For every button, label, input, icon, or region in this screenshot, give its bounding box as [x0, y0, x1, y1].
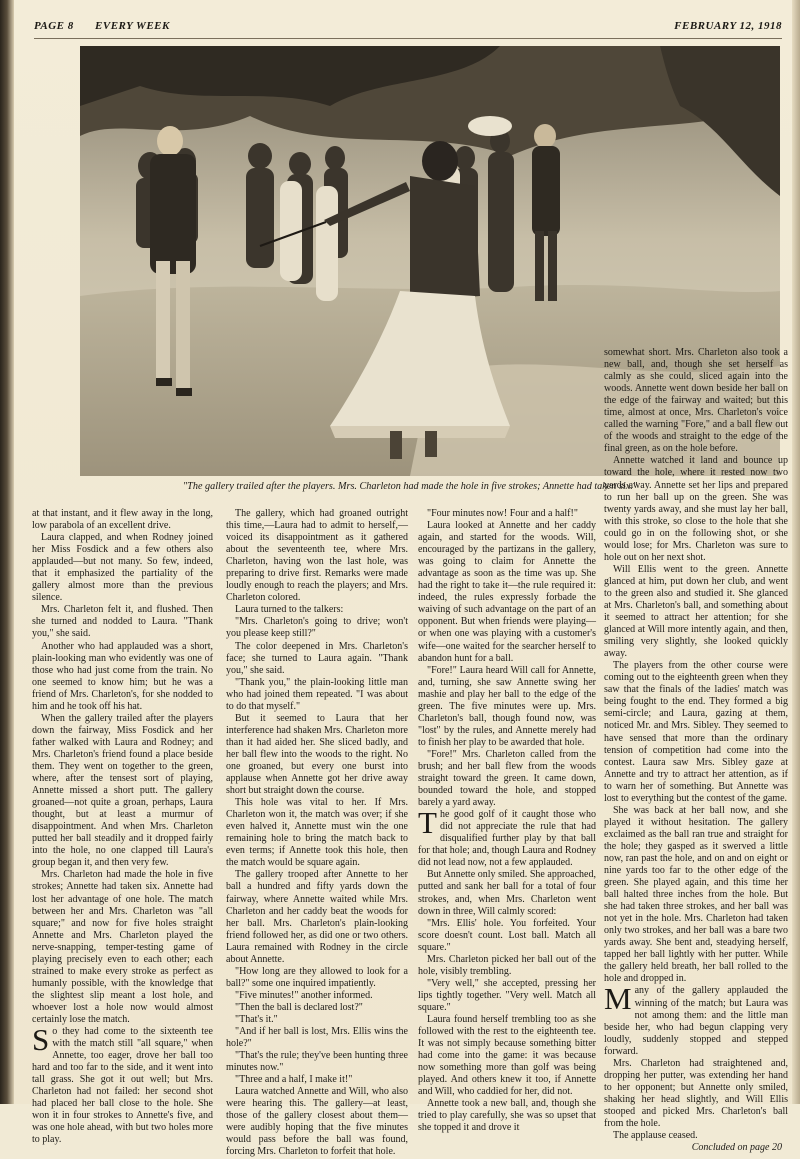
paragraph: The players from the other course were coming out to the eighteenth green when they saw that the finals of the ladies' match was being fought to the end. They formed a big semi-circle; and Laura, gazing at them, noticed Mr. and Mrs. Sibley. They seemed to have sensed that more than the ordinary tension of competition had come into the contest. Laura saw Mrs. Sibley gaze at Annette and try to attract her attention, as if to warn her of something. But Annette was lost to everything but the contest of the game. — [604, 660, 788, 804]
paragraph: "Thank you," the plain-looking little man who had joined them repeated. "I was about to do that myself." — [226, 676, 408, 712]
drop-cap: T — [418, 805, 437, 841]
continuation-note: Concluded on page 20 — [691, 1142, 782, 1154]
magazine-title: EVERY WEEK — [95, 20, 170, 32]
paragraph: Will Ellis went to the green. Annette glanced at him, put down her club, and went to the green also and studied it. She glanced at Mrs. Charleton's ball, and something about it seemed to attract her attention; for she glanced at Will more intently again, and then, smiling very slightly, she looked quickly away. — [604, 563, 788, 660]
paragraph: The gallery trooped after Annette to her ball a hundred and fifty yards down the fairway, where Annette waited while Mrs. Charleton and her caddy beat the woods for her ball. Mrs. Charleton's plain-looking friend followed her, as did one or two others. Laura remained with Rodney in the circle about Annette. — [226, 869, 408, 965]
paragraph: Mrs. Charleton had straightened and, dropping her putter, was extending her hand to her opponent; but Annette only smiled, shaking her head slightly, and Will Ellis stooped and picked Mrs. Charleton's ball from the hole. — [604, 1057, 788, 1129]
paragraph: "That's it." — [235, 1013, 278, 1025]
paragraph: "Four minutes now! Four and a half!" — [427, 508, 578, 519]
illustration-caption: "The gallery trailed after the players. Mrs. Charleton had made the hole in five strokes; Annette had taken six." — [182, 481, 638, 492]
paragraph: "How long are they allowed to look for a ball?" some one inquired impatiently. — [226, 965, 408, 989]
paragraph-dropcap: So they had come to the sixteenth tee with the match still "all square," when Annette, too eager, drove her ball too hard and too far to the side, and it went into tall grass. She got it out well; but Mrs. Charleton had not failed: her second shot had placed her ball close to the hole. She won it in four strokes to Annette's five, and was one hole ahead, with but two holes more to play. — [32, 1022, 213, 1146]
issue-date: FEBRUARY 12, 1918 — [674, 20, 782, 32]
paragraph: "That's the rule; they've been hunting three minutes now." — [226, 1050, 408, 1074]
binding-shadow — [0, 0, 14, 1104]
paragraph: "Very well," she accepted, pressing her lips tightly together. "Very well. Match all square." — [418, 977, 596, 1013]
text-column-4 — [604, 347, 788, 1154]
text-column-2 — [226, 508, 408, 1158]
paragraph: But Annette only smiled. She approached, putted and sank her ball for a total of four strokes, and, when Mrs. Charleton went down in three, Will calmly scored: — [418, 869, 596, 917]
paragraph: at that instant, and it flew away in the long, low parabola of an excellent drive. — [32, 508, 213, 532]
drop-cap: S — [32, 1022, 50, 1058]
paragraph-dropcap: Many of the gallery applauded the winning of the match; but Laura was not among them: and the little man beside her, who had begun clapping very loudly, suddenly stopped and stepped forward. — [604, 981, 788, 1057]
paragraph: She was back at her ball now, and she played it without hesitation. The gallery exclaimed as the ball ran true and straight for the hole; they gasped as it swerved a little now, ran past the hole, and on and on eight or nine yards too far to the other edge of the green. She played again, and this time her ball halted three inches from the hole. But she had taken three strokes, and her ball was not yet in the hole. Mrs. Charleton had taken only two strokes, and her ball was a bare two yards away. She bent and, steadying herself, tapped her ball lightly with her putter. While the gallery held breath, her ball rolled to the hole and dropped in. — [604, 804, 788, 985]
paragraph: Laura watched Annette and Will, who also were hearing this. The gallery—at least, those of the gallery closest about them—were audibly hoping that the five minutes would pass before the ball was found, forcing Mrs. Charleton to forfeit that hole. — [226, 1086, 408, 1158]
page-edge — [792, 0, 800, 1104]
paragraph: Laura looked at Annette and her caddy again, and started for the woods. Will, encouraged by the partizans in the gallery, was going to claim for Annette the advantage as soon as the time was up. She had the right to take it—the rule required it: indeed, the rules expressly forbade the waiving of such advantage on the part of an opponent. But when friends were playing—or when one was playing with a customer's wife—one waited for the searcher herself to abandon hunt for a ball. — [418, 520, 596, 664]
paragraph: When the gallery trailed after the players down the fairway, Miss Fosdick and her father walked with Laura and Rodney; and Mrs. Charleton's friend found a place beside them. They went on together to the green, where, after the tensest sort of playing, Annette missed a short putt. The gallery groaned—not quite a groan, perhaps, Laura thought, but at least a murmur of disappointment. And when Mrs. Charleton putted her ball steadily and it dropped fairly into the hole, no one clapped till Laura's group began it, and then very few. — [32, 712, 213, 869]
paragraph: "Mrs. Ellis' hole. You forfeited. Your score doesn't count. Lost ball. Match all square." — [418, 917, 596, 953]
paragraph-dropcap: The good golf of it caught those who did not appreciate the rule that had disqualified further play by that ball for that hole; and, though Laura and Rodney did not lead now, not a few applauded. — [418, 805, 596, 869]
paragraph: But it seemed to Laura that her interference had shaken Mrs. Charleton more than it had aided her. She sliced badly, and her ball flew into the woods to the right. No one groaned, but every one burst into applause when Annette got her drive away short but straight down the course. — [226, 712, 408, 797]
paragraph: Laura found herself trembling too as she followed with the rest to the eighteenth tee. It was not simply because something bitter had come into the game: it was because now something more than golf was being played. And others knew it too, if Annette and Will, who caddied for her, did not. — [418, 1013, 596, 1098]
text-column-1 — [32, 508, 213, 1146]
page-header — [34, 20, 782, 38]
paragraph: The color deepened in Mrs. Charleton's face; she turned to Laura again. "Thank you," she said. — [226, 640, 408, 676]
paragraph: "Then the ball is declared lost?" — [235, 1001, 363, 1013]
paragraph: Mrs. Charleton picked her ball out of the hole, visibly trembling. — [418, 953, 596, 977]
paragraph: Another who had applauded was a short, plain-looking man who evidently was one of those who had just come from the train. No one seemed to know him; but he was a friend of Mrs. Charleton's, for she nodded to him and he took off his hat. — [32, 640, 213, 712]
paragraph: Mrs. Charleton felt it, and flushed. Then she turned and nodded to Laura. "Thank you," she said. — [32, 604, 213, 640]
paragraph: Mrs. Charleton had made the hole in five strokes; Annette had taken six. Annette had lost her advantage of one hole. The match between her and Mrs. Charleton was "all square;" and now for five holes straight Annette and Mrs. Charleton played the nerve-snapping, temper-testing game of playing precisely even to each other; each strained to make every stroke as perfect as humanly possible, with the knowledge that the slightest slip meant a lost hole, and whoever lost a hole now would almost certainly lose the match. — [32, 869, 213, 1025]
paragraph: "And if her ball is lost, Mrs. Ellis wins the hole?" — [226, 1026, 408, 1050]
paragraph: "Three and a half, I make it!" — [235, 1074, 353, 1086]
paragraph: Laura clapped, and when Rodney joined her Miss Fosdick and a few others also applauded—but not many. So few, indeed, that it emphasized the partiality of the gallery almost more than the previous silence. — [32, 532, 213, 604]
paragraph: The gallery, which had groaned outright this time,—Laura had to admit to herself,—voiced its disappointment as it gathered about the seventeenth tee, where Mrs. Charleton, having won the last hole, was preparing to drive first. Remarks were made loudly enough to reach the players; and Mrs. Charleton colored. — [226, 508, 408, 604]
paragraph: "Mrs. Charleton's going to drive; won't you please keep still?" — [226, 616, 408, 640]
paragraph: Annette watched it land and bounce up toward the hole, where it rested now two yards away. Annette set her lips and prepared to run her ball up on the green. She was twenty yards away, and she must lay her ball, with this stroke, so close to the hole that she could go in on the following shot, or she would lose; for Mrs. Charleton was sure to hole out on her next shot. — [604, 455, 788, 563]
drop-cap: M — [604, 981, 632, 1017]
paragraph: "Fore!" Laura heard Will call for Annette, and, turning, she saw Annette swing her mashie and play her ball to the edge of the green. The five minutes were up. Mrs. Charleton's ball, though found now, was "lost" by the rules, and Annette merely had to finish her play to be awarded that hole. — [418, 664, 596, 748]
paragraph: "Fore!" Mrs. Charleton called from the brush; and her ball flew from the woods straight toward the green. It came down, bounded toward the hole, and stopped barely a yard away. — [418, 748, 596, 809]
paragraph: somewhat short. Mrs. Charleton also took a new ball, and, though she set herself as calmly as she could, sliced again into the woods. Annette went down beside her ball on the edge of the fairway and waited; but this time, almost at once, Mrs. Charleton's voice called the warning "Fore," and a ball flew out of the woods and straight to the edge of the final green, as on the hole before. — [604, 347, 788, 455]
paragraph: Annette took a new ball, and, though she tried to play carefully, she was so upset that she topped it and drove it — [418, 1098, 596, 1134]
header-rule — [34, 38, 782, 39]
paragraph: This hole was vital to her. If Mrs. Charleton won it, the match was over; if she even halved it, Annette must win the one remaining hole to bring the match back to even terms; if Annette took this hole, then the match would be square again. — [226, 797, 408, 869]
paragraph: Laura turned to the talkers: — [235, 604, 344, 616]
paragraph: "Five minutes!" another informed. — [235, 989, 373, 1001]
text-column-3 — [418, 508, 596, 1134]
page-number: PAGE 8 — [34, 20, 74, 32]
paragraph: The applause ceased. — [613, 1130, 698, 1142]
